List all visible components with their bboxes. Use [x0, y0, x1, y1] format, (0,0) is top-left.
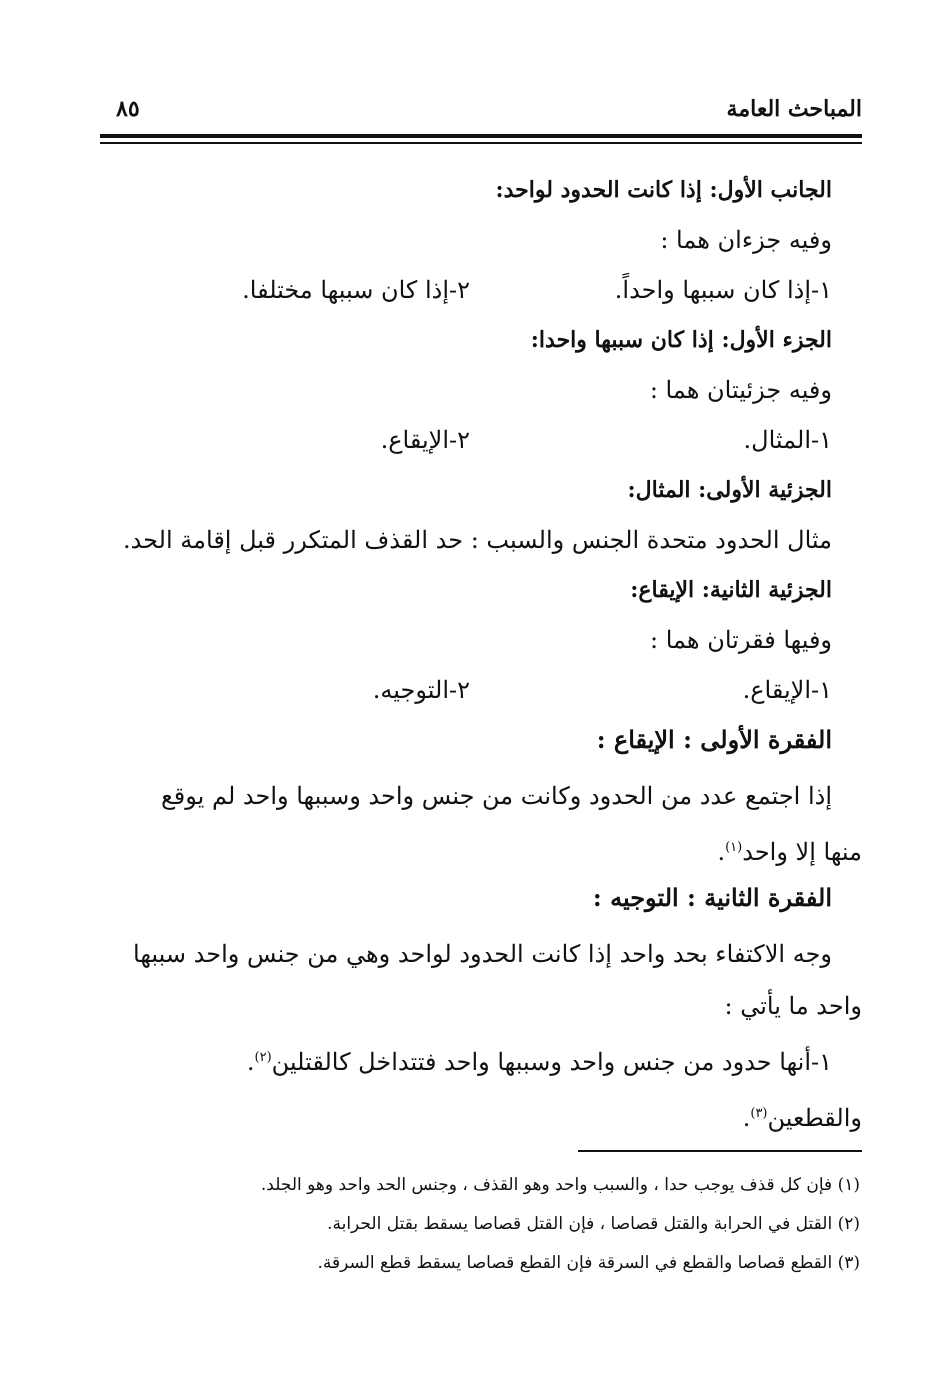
header-rule-thick	[100, 134, 862, 138]
subsection-heading: الجزئية الثانية: الإيقاع:	[630, 577, 832, 603]
section-heading: الجانب الأول: إذا كانت الحدود لواحد:	[495, 177, 832, 203]
paragraph-line	[247, 1048, 832, 1076]
footnote-separator	[578, 1150, 862, 1152]
footnote: (١) فإن كل قذف يوجب حدا ، والسبب واحد وهو القذف ، وجنس الحد واحد وهو الجلد.	[260, 1175, 860, 1195]
list-item: ٢-إذا كان سببها مختلفا.	[242, 276, 470, 304]
enumerated-list	[110, 420, 832, 470]
footnote-reference[interactable]: (١)	[725, 840, 743, 855]
paragraph-text: منها إلا واحد	[742, 838, 862, 866]
paragraph-heading: الفقرة الأولى : الإيقاع :	[596, 725, 832, 754]
enumerated-list	[110, 270, 832, 320]
page-number: ٨٥	[116, 96, 140, 122]
paragraph: وفيها فقرتان هما :	[650, 626, 832, 654]
chapter-title: المباحث العامة	[726, 96, 862, 122]
punctuation: .	[246, 1048, 255, 1076]
paragraph-line-last: واحد ما يأتي :	[724, 992, 862, 1020]
header-rule-thin	[100, 142, 862, 144]
main-text	[110, 170, 862, 1144]
list-item: ١-الإيقاع.	[742, 676, 832, 704]
paragraph: وفيه جزئيتان هما :	[649, 376, 832, 404]
footnotes	[100, 1170, 860, 1287]
paragraph-line-last	[110, 1088, 862, 1144]
footnote: (٢) القتل في الحرابة والقتل قصاصا ، فإن القتل قصاصا يسقط بقتل الحرابة.	[327, 1214, 860, 1234]
punctuation: .	[717, 838, 726, 866]
list-item: ٢-التوجيه.	[372, 676, 470, 704]
footnote-reference[interactable]: (٢)	[254, 1050, 272, 1065]
paragraph-line: إذا اجتمع عدد من الحدود وكانت من جنس واحد وسببها واحد لم يوقع	[161, 782, 832, 810]
list-item: ٢-الإيقاع.	[380, 426, 470, 454]
paragraph: مثال الحدود متحدة الجنس والسبب : حد القذف المتكرر قبل إقامة الحد.	[122, 526, 832, 554]
paragraph	[110, 1032, 862, 1144]
paragraph-heading: الفقرة الثانية : التوجيه :	[592, 883, 832, 912]
paragraph: وفيه جزءان هما :	[660, 226, 832, 254]
paragraph	[110, 770, 862, 878]
paragraph-text: ١-أنها حدود من جنس واحد وسببها واحد فتتداخل كالقتلين	[271, 1048, 832, 1076]
paragraph-text: والقطعين	[767, 1104, 862, 1132]
list-item: ١-المثال.	[743, 426, 832, 454]
footnote-reference[interactable]: (٣)	[750, 1106, 768, 1121]
subsection-heading: الجزئية الأولى: المثال:	[627, 477, 832, 503]
paragraph-line-last	[110, 822, 862, 878]
list-item: ١-إذا كان سببها واحداً.	[614, 276, 832, 304]
paragraph-line: وجه الاكتفاء بحد واحد إذا كانت الحدود لواحد وهي من جنس واحد سببها	[133, 940, 832, 968]
punctuation: .	[742, 1104, 751, 1132]
subsection-heading: الجزء الأول: إذا كان سببها واحدا:	[530, 327, 832, 353]
footnote: (٣) القطع قصاصا والقطع في السرقة فإن القطع قصاصا يسقط قطع السرقة.	[317, 1253, 860, 1273]
paragraph	[110, 928, 862, 1032]
enumerated-list	[110, 670, 832, 720]
running-header	[100, 96, 862, 126]
